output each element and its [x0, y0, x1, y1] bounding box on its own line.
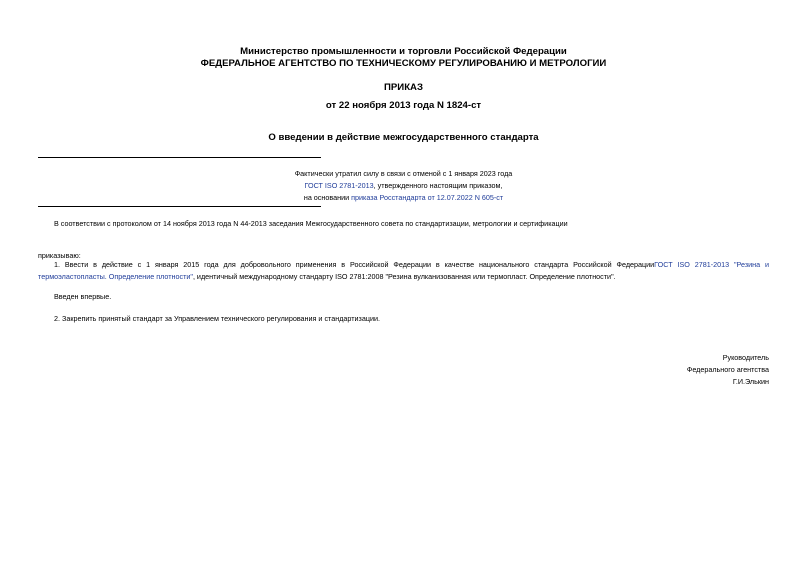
signature-name: Г.И.Элькин	[732, 377, 769, 386]
signature-position2: Федерального агентства	[686, 365, 769, 374]
item2-paragraph: 2. Закрепить принятый стандарт за Управлением технического регулирования и стандартизации.	[54, 314, 380, 323]
order-date-number: от 22 ноября 2013 года N 1824-ст	[325, 100, 482, 111]
separator-line-top	[38, 157, 321, 158]
separator-line-bottom	[38, 206, 321, 207]
preamble-paragraph: В соответствии с протоколом от 14 ноября 2013 года N 44-2013 заседания Межгосударственного совета по стандартизации, метрологии и сертификации	[54, 219, 568, 228]
gost-standard-link-cont[interactable]: термоэластопласты. Определение плотности"	[38, 272, 193, 281]
ministry-name: Министерство промышленности и торговли Российской Федерации	[240, 46, 567, 57]
introduced-first-note: Введен впервые.	[54, 292, 112, 301]
gost-link[interactable]: ГОСТ ISO 2781-2013	[304, 181, 374, 190]
agency-name: ФЕДЕРАЛЬНОЕ АГЕНТСТВО ПО ТЕХНИЧЕСКОМУ РЕГУЛИРОВАНИЮ И МЕТРОЛОГИИ	[200, 58, 607, 69]
rosstandart-order-link[interactable]: приказа Росстандарта от 12.07.2022 N 605-ст	[351, 193, 504, 202]
status-note-line3: на основании приказа Росстандарта от 12.07.2022 N 605-ст	[303, 193, 504, 202]
signature-position1: Руководитель	[722, 353, 769, 362]
status-note-line2: ГОСТ ISO 2781-2013, утвержденного настоящим приказом,	[304, 181, 503, 190]
gost-standard-link[interactable]: ГОСТ ISO 2781-2013 "Резина и	[654, 260, 769, 269]
item1-line1: 1. Ввести в действие с 1 января 2015 года для добровольного применения в Российской Федерации в качестве национального стандарта Российской ФедерацииГОСТ ISO 2781-2013 "Резина и	[54, 260, 769, 269]
order-word: приказываю:	[38, 251, 81, 260]
document-title: О введении в действие межгосударственного стандарта	[268, 132, 539, 143]
item1-line2: термоэластопласты. Определение плотности", идентичный международному стандарту ISO 2781:2008 "Резина вулканизованная или термопласт. Определение плотности".	[38, 272, 616, 281]
status-note-line1: Фактически утратил силу в связи с отменой с 1 января 2023 года	[294, 169, 513, 178]
document-type: ПРИКАЗ	[384, 82, 423, 93]
